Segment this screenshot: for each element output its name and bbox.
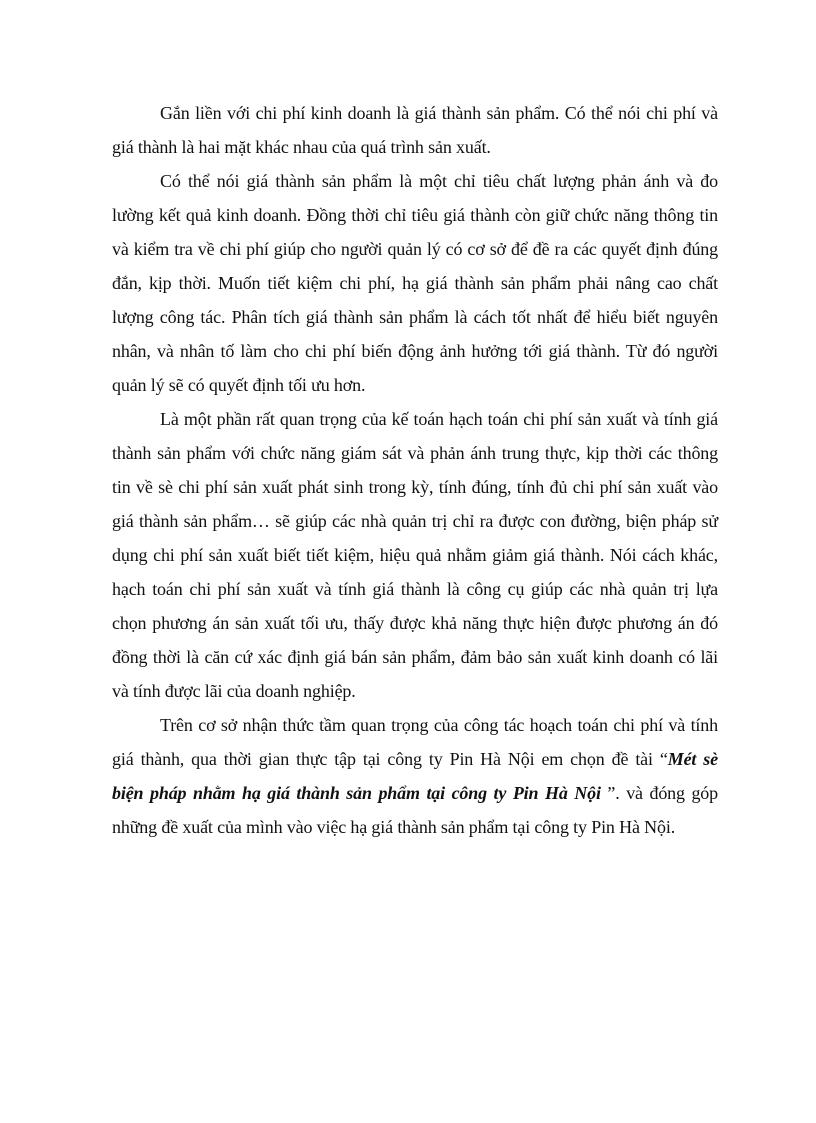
text-line (112, 266, 718, 300)
text-segment: quản lý sẽ có quyết định tối ưu hơn. (112, 375, 366, 395)
text-line (112, 470, 718, 504)
text-segment: lường kết quả kinh doanh. Đồng thời chỉ tiêu giá thành còn giữ chức năng thông tin (112, 205, 718, 225)
text-line (112, 708, 718, 742)
paragraph (112, 96, 718, 164)
text-segment: lượng công tác. Phân tích giá thành sản phẩm là cách tốt nhất để hiểu biết nguyên (112, 307, 718, 327)
text-segment: hạch toán chi phí sản xuất và tính giá thành là công cụ giúp các nhà quản trị lựa (112, 579, 718, 599)
text-line (112, 674, 718, 708)
thesis-title-text: biện pháp nhằm hạ giá thành sản phẩm tại công ty Pin Hà Nội (112, 783, 601, 803)
text-line (112, 742, 718, 776)
text-line (112, 436, 718, 470)
text-line (112, 334, 718, 368)
text-line (112, 368, 718, 402)
text-segment: đắn, kịp thời. Muốn tiết kiệm chi phí, hạ giá thành sản phẩm phải nâng cao chất (112, 273, 718, 293)
thesis-title-text: Mét sè (667, 749, 719, 769)
text-segment: Có thể nói giá thành sản phẩm là một chỉ tiêu chất lượng phản ánh và đo (160, 171, 718, 191)
text-line (112, 96, 718, 130)
text-line (112, 776, 718, 810)
text-line (112, 572, 718, 606)
text-line (112, 640, 718, 674)
text-segment: Gắn liền với chi phí kinh doanh là giá thành sản phẩm. Có thể nói chi phí và (160, 103, 718, 123)
text-line (112, 300, 718, 334)
document-body (112, 96, 718, 844)
text-segment: giá thành sản phẩm… sẽ giúp các nhà quản trị chỉ ra được con đường, biện pháp sử (112, 511, 718, 531)
text-segment: dụng chi phí sản xuất biết tiết kiệm, hiệu quả nhằm giảm giá thành. Nói cách khác, (112, 545, 718, 565)
text-line (112, 402, 718, 436)
text-segment: và tính được lãi của doanh nghiệp. (112, 681, 356, 701)
text-line (112, 504, 718, 538)
text-line (112, 130, 718, 164)
text-segment: ”. và đóng góp (600, 783, 718, 803)
text-segment: Là một phần rất quan trọng của kế toán hạch toán chi phí sản xuất và tính giá (160, 409, 718, 429)
text-line (112, 232, 718, 266)
text-line (112, 198, 718, 232)
paragraph (112, 164, 718, 402)
paragraph (112, 402, 718, 708)
text-line (112, 606, 718, 640)
text-segment: và kiểm tra về chi phí giúp cho người quản lý có cơ sở để đề ra các quyết định đúng (112, 239, 718, 259)
text-line (112, 164, 718, 198)
text-segment: giá thành là hai mặt khác nhau của quá trình sản xuất. (112, 137, 491, 157)
text-segment: đồng thời là căn cứ xác định giá bán sản phẩm, đảm bảo sản xuất kinh doanh có lãi (112, 647, 718, 667)
text-line (112, 538, 718, 572)
text-segment: chọn phương án sản xuất tối ưu, thấy được khả năng thực hiện được phương án đó (112, 613, 718, 633)
text-segment: nhân, và nhân tố làm cho chi phí biến động ảnh hưởng tới giá thành. Từ đó người (112, 341, 718, 361)
text-segment: tin về sè chi phí sản xuất phát sinh trong kỳ, tính đúng, tính đủ chi phí sản xuất vào (112, 477, 718, 497)
text-segment: những đề xuất của mình vào việc hạ giá thành sản phẩm tại công ty Pin Hà Nội. (112, 817, 676, 837)
paragraph (112, 708, 718, 844)
text-line (112, 810, 718, 844)
text-segment: giá thành, qua thời gian thực tập tại công ty Pin Hà Nội em chọn đề tài “ (112, 749, 668, 769)
text-segment: thành sản phẩm với chức năng giám sát và phản ánh trung thực, kịp thời các thông (112, 443, 718, 463)
text-segment: Trên cơ sở nhận thức tầm quan trọng của công tác hoạch toán chi phí và tính (160, 715, 718, 735)
